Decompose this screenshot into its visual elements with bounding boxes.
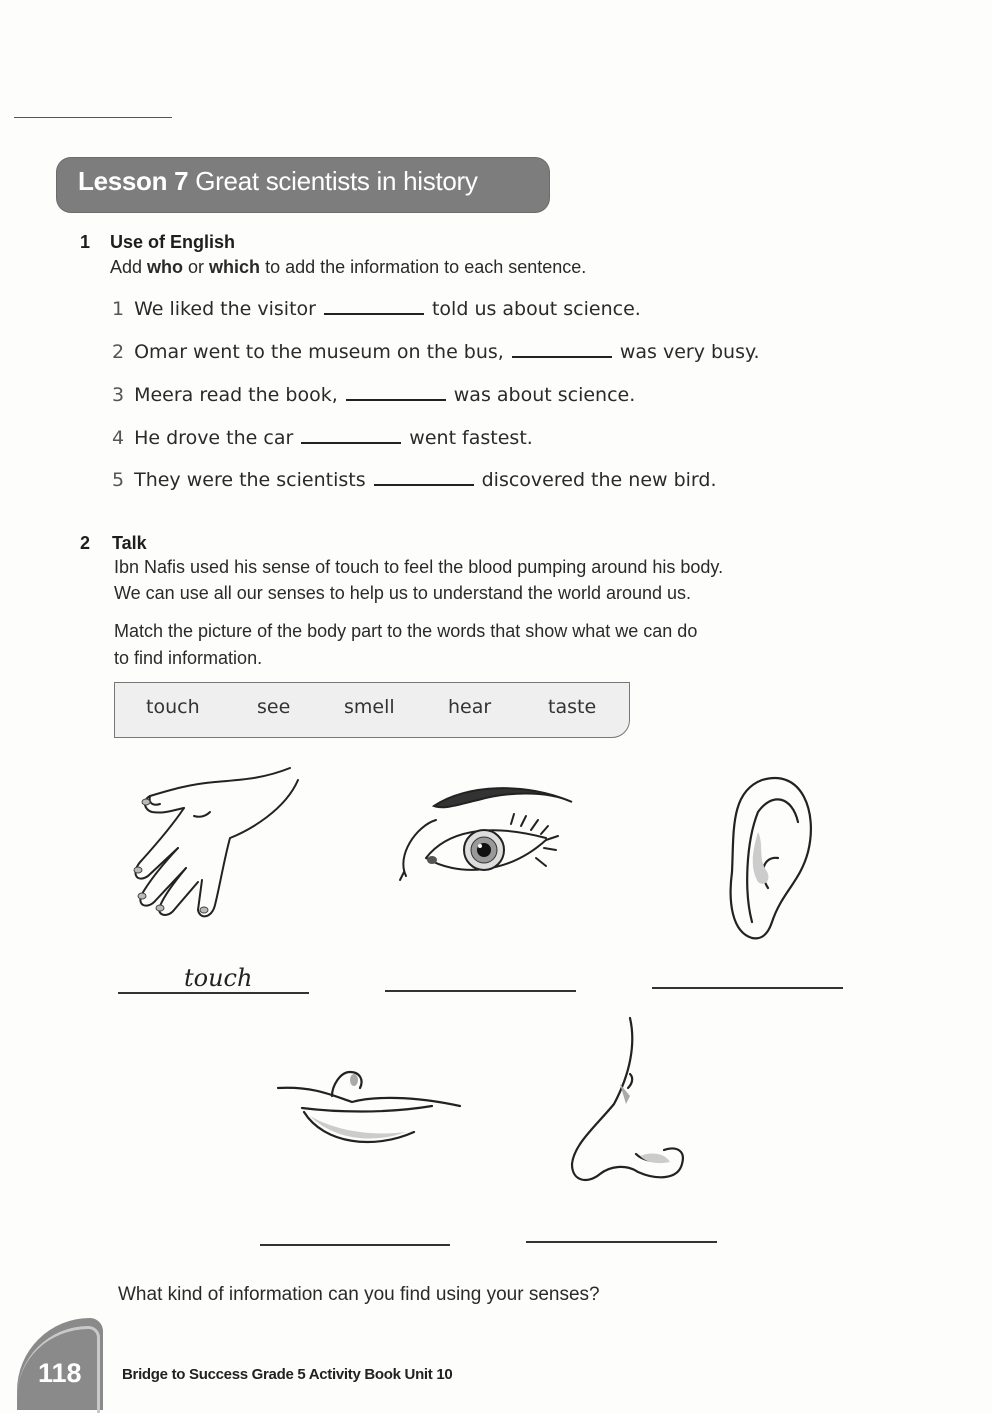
lesson-title	[78, 166, 478, 197]
exercise-2-intro-line-2: We can use all our senses to help us to understand the world around us.	[114, 583, 692, 603]
answer-blank[interactable]	[324, 311, 424, 315]
answer-line-hand[interactable]	[118, 992, 309, 994]
nose-picture	[560, 1014, 690, 1194]
exercise-2-heading: Talk	[112, 533, 147, 553]
word-touch: touch	[146, 696, 200, 718]
lesson-number: Lesson 7	[78, 166, 189, 196]
word-taste: taste	[548, 696, 597, 718]
answer-line-nose[interactable]	[526, 1241, 717, 1243]
exercise-2-instruction-line-1: Match the picture of the body part to the words that show what we can do	[114, 621, 698, 641]
eye-picture	[396, 776, 576, 886]
handwritten-answer: touch	[184, 964, 253, 992]
lesson-name: Great scientists in history	[195, 166, 478, 196]
answer-line-eye[interactable]	[385, 990, 576, 992]
top-rule	[14, 117, 172, 118]
word-hear: hear	[448, 696, 492, 718]
closing-question: What kind of information can you find using your senses?	[118, 1284, 600, 1305]
lips-picture	[274, 1066, 464, 1156]
exercise-1-number: 1	[80, 232, 91, 252]
sentence-2: 2 Omar went to the museum on the bus, was very busy.	[112, 341, 760, 363]
word-see: see	[257, 696, 291, 718]
exercise-1-heading: Use of English	[110, 232, 236, 252]
word-smell: smell	[344, 696, 395, 718]
answer-blank[interactable]	[512, 354, 612, 358]
answer-line-ear[interactable]	[652, 987, 843, 989]
answer-line-lips[interactable]	[260, 1244, 450, 1246]
exercise-2-instruction-line-2: to find information.	[114, 648, 263, 668]
sentence-1: 1 We liked the visitor told us about science.	[112, 298, 641, 320]
answer-blank[interactable]	[374, 482, 474, 486]
hand-picture	[120, 760, 300, 930]
exercise-2-number: 2	[80, 533, 91, 553]
exercise-1-instruction: Add who or which to add the information to each sentence.	[110, 257, 587, 277]
sentence-5: 5 They were the scientists discovered the new bird.	[112, 469, 717, 491]
page-number: 118	[38, 1358, 82, 1388]
answer-blank[interactable]	[346, 397, 446, 401]
exercise-2-intro-line-1: Ibn Nafis used his sense of touch to feel the blood pumping around his body.	[114, 557, 724, 577]
sentence-4: 4 He drove the car went fastest.	[112, 427, 533, 449]
ear-picture	[722, 772, 822, 942]
answer-blank[interactable]	[301, 440, 401, 444]
sentence-3: 3 Meera read the book, was about science.	[112, 384, 636, 406]
book-title: Bridge to Success Grade 5 Activity Book Unit 10	[122, 1366, 453, 1383]
